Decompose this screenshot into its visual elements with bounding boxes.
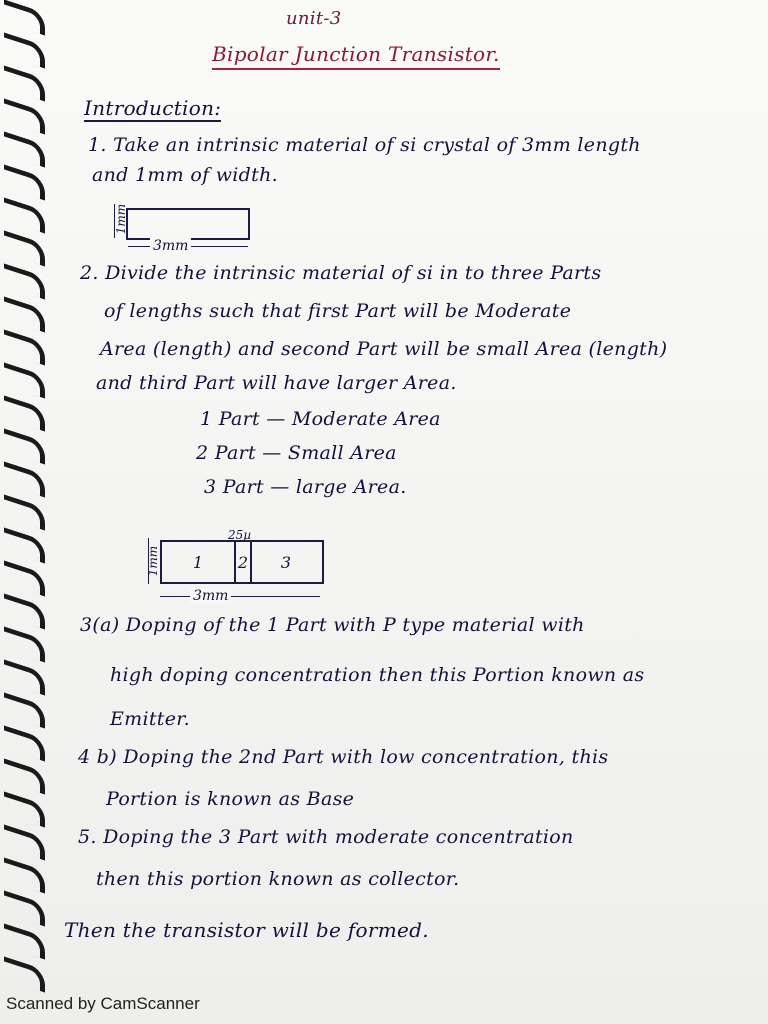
- spiral-coil: [4, 857, 45, 893]
- intro-heading: Introduction:: [84, 96, 222, 120]
- height-label-2: 1mm: [146, 545, 161, 577]
- spiral-coil: [4, 428, 45, 464]
- part-list-item-1: 1 Part — Moderate Area: [200, 408, 441, 430]
- spiral-coil: [4, 758, 45, 794]
- spiral-coil: [4, 197, 45, 233]
- intro-p2-line1: 2. Divide the intrinsic material of si in to three Parts: [80, 262, 602, 284]
- doping-p4-line2: Portion is known as Base: [106, 788, 355, 810]
- spiral-coil: [4, 527, 45, 563]
- spiral-coil: [4, 131, 45, 167]
- spiral-coil: [4, 956, 45, 992]
- doping-p6-line1: Then the transistor will be formed.: [64, 918, 429, 942]
- spiral-coil: [4, 395, 45, 431]
- doping-p3-line1: 3(a) Doping of the 1 Part with P type material with: [80, 614, 585, 636]
- spiral-coil: [4, 164, 45, 200]
- intro-p2-line4: and third Part will have larger Area.: [96, 372, 457, 394]
- spiral-coil: [4, 65, 45, 101]
- part-list-item-2: 2 Part — Small Area: [196, 442, 397, 464]
- width-label-2: 3mm: [190, 588, 231, 604]
- spiral-coil: [4, 362, 45, 398]
- page-title: Bipolar Junction Transistor.: [212, 42, 500, 70]
- spiral-coil: [4, 329, 45, 365]
- three-part-bar: [160, 540, 324, 584]
- spiral-coil: [4, 296, 45, 332]
- spiral-coil: [4, 824, 45, 860]
- scanner-watermark: Scanned by CamScanner: [6, 994, 200, 1013]
- spiral-coil: [4, 725, 45, 761]
- doping-p5-line2: then this portion known as collector.: [96, 868, 460, 890]
- doping-p3-line3: Emitter.: [110, 708, 190, 730]
- part-3-cell: 3: [280, 552, 292, 572]
- spiral-coil: [4, 0, 45, 36]
- doping-p3-line2: high doping concentration then this Portion known as: [110, 664, 645, 686]
- intro-p1-line1: 1. Take an intrinsic material of si crystal of 3mm length: [88, 134, 641, 156]
- spiral-coil: [4, 230, 45, 266]
- spiral-binding: [0, 0, 46, 1000]
- unit-label: unit-3: [286, 8, 342, 29]
- intro-p2-line2: of lengths such that first Part will be Moderate: [104, 300, 572, 322]
- height-label: 1mm: [114, 203, 129, 235]
- part-1-cell: 1: [192, 552, 204, 572]
- doping-p5-line1: 5. Doping the 3 Part with moderate concentration: [78, 826, 574, 848]
- spiral-coil: [4, 494, 45, 530]
- intro-p1-line2: and 1mm of width.: [92, 164, 278, 186]
- spiral-coil: [4, 32, 45, 68]
- part-2-cell: 2: [237, 552, 249, 572]
- spiral-coil: [4, 461, 45, 497]
- width-label: 3mm: [150, 238, 191, 254]
- spiral-coil: [4, 659, 45, 695]
- spiral-coil: [4, 923, 45, 959]
- silicon-bar-rect: [126, 208, 250, 240]
- spiral-coil: [4, 791, 45, 827]
- spiral-coil: [4, 626, 45, 662]
- part-list-item-3: 3 Part — large Area.: [204, 476, 407, 498]
- width-arrow-2: [160, 596, 320, 597]
- spiral-coil: [4, 98, 45, 134]
- doping-p4-line1: 4 b) Doping the 2nd Part with low concentration, this: [78, 746, 609, 768]
- part2-width-label: 25µ: [228, 528, 252, 542]
- spiral-coil: [4, 692, 45, 728]
- spiral-coil: [4, 890, 45, 926]
- spiral-coil: [4, 263, 45, 299]
- spiral-coil: [4, 593, 45, 629]
- intro-p2-line3: Area (length) and second Part will be small Area (length): [100, 338, 668, 360]
- spiral-coil: [4, 560, 45, 596]
